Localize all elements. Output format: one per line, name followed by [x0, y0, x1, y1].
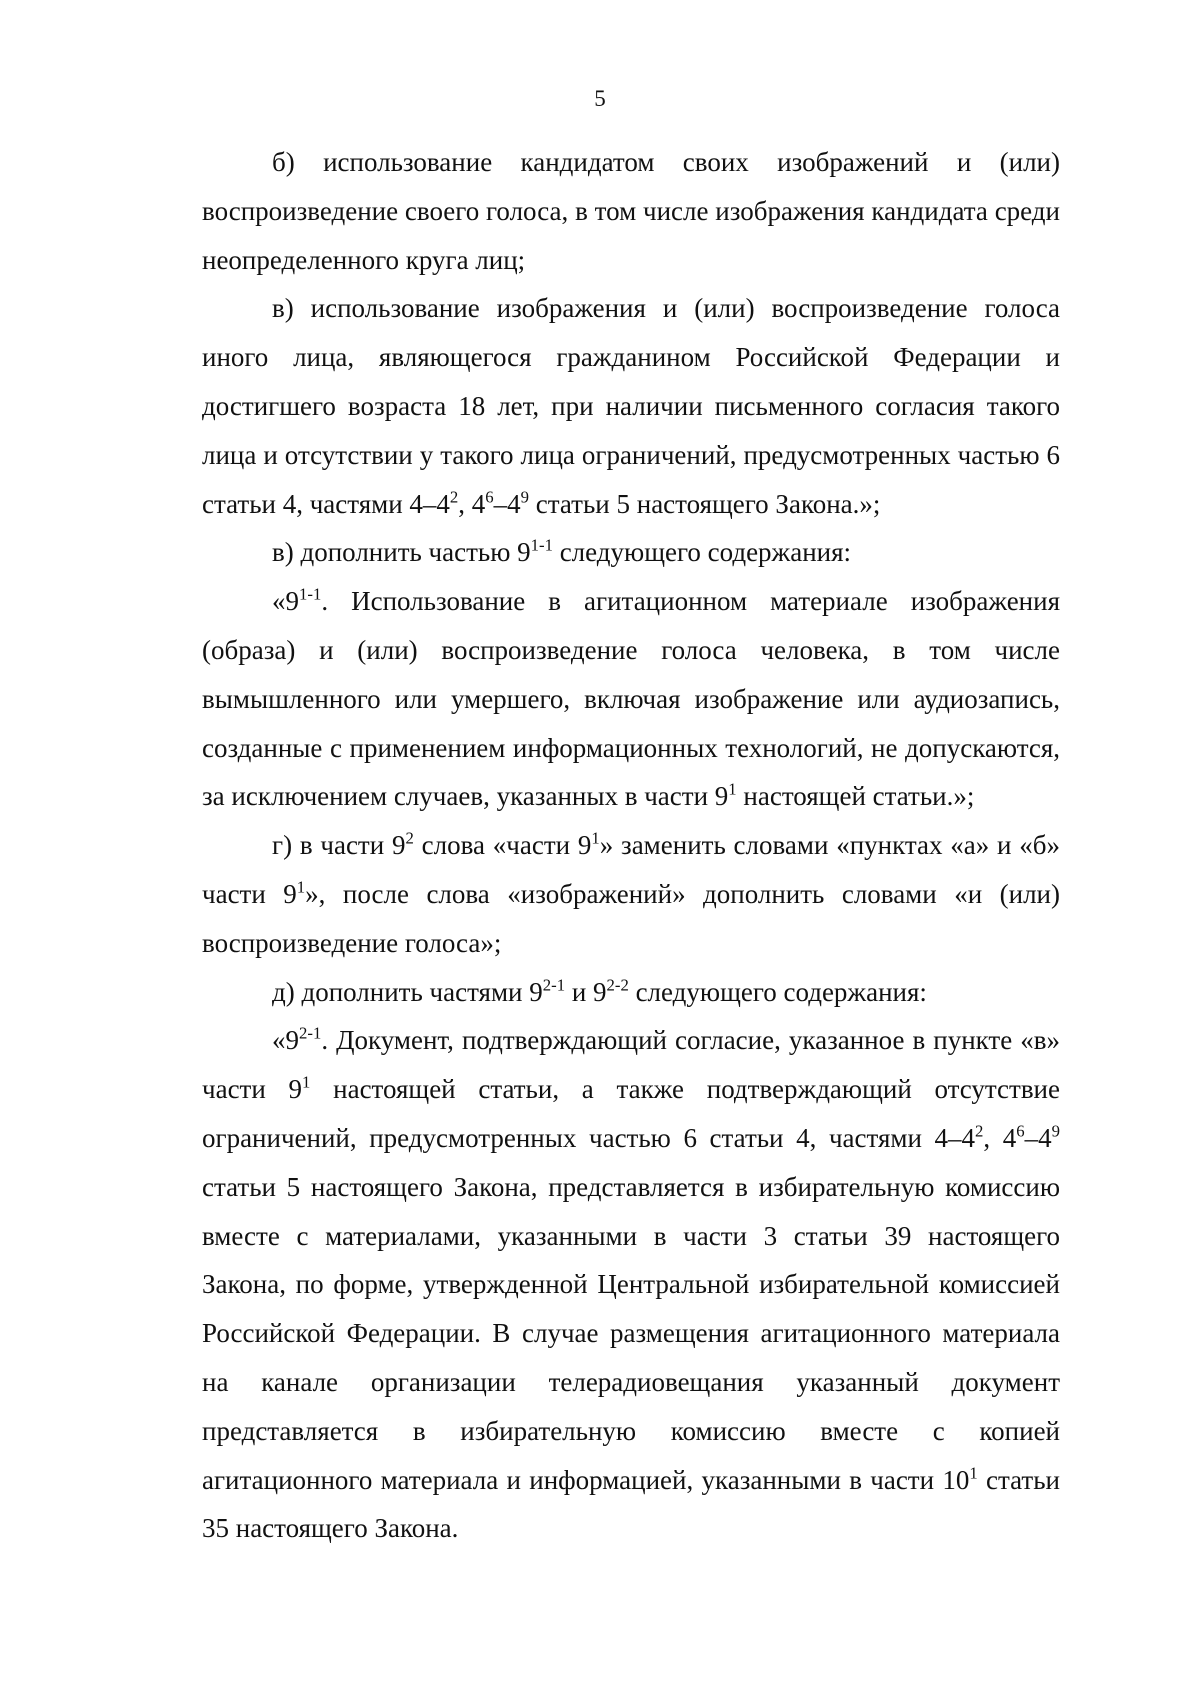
text-run: слова «части 9 — [413, 830, 592, 861]
superscript-index: 2 — [405, 828, 414, 848]
text-run: . Использование в агитационном материале изображения (образа) и (или) воспроизведение голоса человека, в том числе вымышленного или умершего, включая изображение или аудиозапись, созданные с применением информационных технологий, не допускаются, за исключением случаев, указанных в части 9 — [202, 586, 1060, 812]
text-run: и 9 — [565, 976, 607, 1007]
superscript-index: 1-1 — [299, 584, 322, 604]
text-run: «9 — [272, 586, 299, 617]
superscript-index: 1 — [969, 1463, 978, 1483]
superscript-index: 9 — [520, 487, 530, 507]
paragraph — [202, 1016, 1060, 1553]
text-run: , 4 — [458, 488, 486, 519]
text-run: », после слова «изображений» дополнить словами «и (или) воспроизведение голоса»; — [202, 878, 1060, 958]
page-number: 5 — [594, 86, 606, 111]
text-run: . Документ, подтверждающий согласие, указанное в пункте «в» части 9 — [202, 1025, 1060, 1105]
superscript-index: 1 — [591, 828, 600, 848]
text-run: статьи 5 настоящего Закона, представляется в избирательную комиссию вместе с материалами, указанными в части 3 статьи 39 настоящего Закона, по форме, утвержденной Центральной избирательной комиссией Российской Федерации. В случае размещения агитационного материала на канале организации телерадиовещания указанный документ представляется в избирательную комиссию вместе с копией агитационного материала и информацией, указанными в части 10 — [202, 1171, 1060, 1495]
text-run: настоящей статьи.»; — [736, 781, 975, 812]
paragraph — [202, 528, 1060, 577]
superscript-index: 1 — [296, 877, 306, 897]
text-run: настоящей статьи, а также подтверждающий отсутствие ограничений, предусмотренных частью 6 статьи 4, частями 4–4 — [202, 1074, 1060, 1153]
paragraph — [202, 968, 1060, 1017]
superscript-index: 2 — [975, 1121, 984, 1141]
text-run: в) использование изображения и (или) воспроизведение голоса иного лица, являющегося гражданином Российской Федерации и достигшего возраста 18 лет, при наличии письменного согласия такого лица и отсутствии у такого лица ограничений, предусмотренных частью 6 статьи 4, частями 4–4 — [202, 293, 1060, 519]
text-run: статьи 35 настоящего Закона. — [202, 1464, 1060, 1544]
text-run: » заменить словами «пунктах «а» и «б» части 9 — [202, 830, 1061, 909]
text-run: , 4 — [983, 1122, 1017, 1153]
text-run: б) использование кандидатом своих изображений и (или) воспроизведение своего голоса, в том числе изображения кандидата среди неопределенного круга лиц; — [202, 147, 1060, 275]
paragraph — [202, 284, 1060, 528]
superscript-index: 6 — [1016, 1121, 1025, 1141]
superscript-index: 1-1 — [530, 536, 553, 555]
text-run: следующего содержания: — [552, 537, 852, 568]
text-run: д) дополнить частями 9 — [272, 976, 543, 1007]
text-run: «9 — [272, 1025, 299, 1056]
superscript-index: 9 — [1051, 1121, 1060, 1141]
superscript-index: 2-1 — [542, 975, 566, 995]
text-run: статьи 5 настоящего Закона.»; — [529, 488, 881, 519]
text-run: –4 — [1024, 1122, 1052, 1153]
superscript-index: 2-1 — [299, 1023, 322, 1043]
text-run: –4 — [493, 488, 521, 519]
paragraph — [202, 138, 1060, 284]
text-run: в) дополнить частью 9 — [272, 537, 531, 568]
superscript-index: 6 — [485, 487, 494, 507]
superscript-index: 2 — [449, 487, 459, 507]
superscript-index: 1 — [302, 1072, 311, 1092]
superscript-index: 2-2 — [606, 975, 629, 995]
paragraph — [202, 577, 1060, 821]
text-run: следующего содержания: — [628, 976, 927, 1007]
document-body — [202, 138, 1060, 1553]
paragraph — [202, 821, 1060, 967]
superscript-index: 1 — [728, 779, 737, 799]
text-run: г) в части 9 — [272, 830, 406, 861]
